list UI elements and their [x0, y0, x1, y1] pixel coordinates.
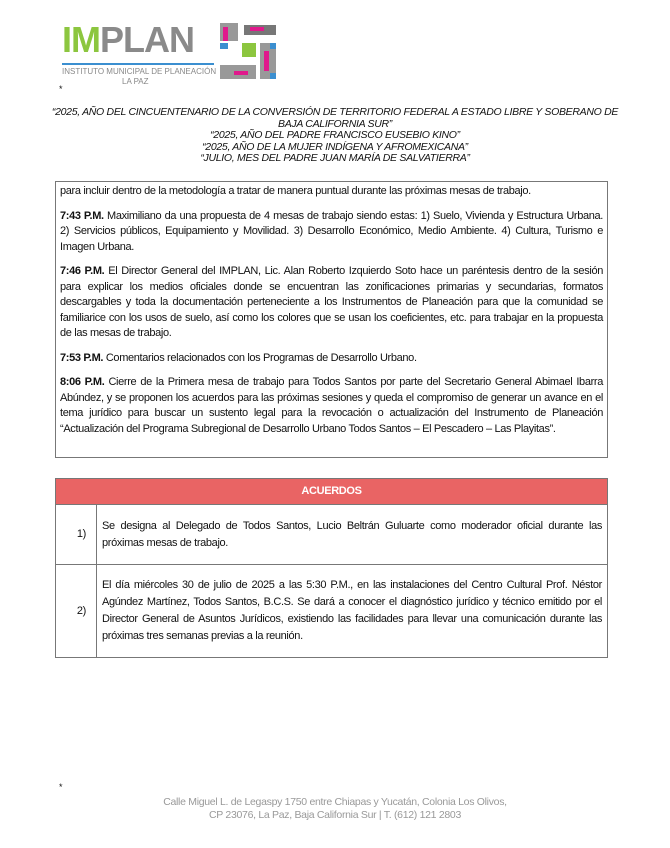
logo-mosaic-icon — [220, 23, 278, 80]
logo-im: IM — [62, 19, 100, 60]
motto: “2025, AÑO DEL CINCUENTENARIO DE LA CONVERSIÓN DE TERRITORIO FEDERAL A ESTADO LIBRE Y SOBERANO DE BAJA CALIFORNIA SUR” — [51, 106, 619, 130]
header-marker: * — [59, 84, 63, 94]
entry-text: Maximiliano da una propuesta de 4 mesas de trabajo siendo estas: 1) Suelo, Vivienda y Estructura Urbana. 2) Servicios públicos, Equipamiento y Movilidad. 3) Desarrollo Económico, Medio Ambiente. 4) Cultura, Turismo e Imagen Urbana. — [60, 209, 603, 253]
minutes-intro: para incluir dentro de la metodología a tratar de manera puntual durante las próximas mesas de trabajo. — [60, 185, 531, 197]
minutes-box — [55, 181, 608, 458]
footer-line: CP 23076, La Paz, Baja California Sur | T. (612) 121 2803 — [209, 809, 461, 821]
logo-underline — [62, 63, 214, 65]
minutes-entry — [60, 351, 603, 367]
logo-plan: PLAN — [100, 19, 194, 60]
footer-marker: * — [59, 782, 63, 792]
entry-text: El Director General del IMPLAN, Lic. Alan Roberto Izquierdo Soto hace un paréntesis dentro de la sesión para explicar los medios oficiales donde se encuentran las zonificaciones primarias y secundarias, formatos descargables y toda la documentación perteneciente a los Instrumentos de Planeación para que la comunidad se familiarice con los usos de suelo, así como los colores que se usan los coeficientes, etc. para trabajar en la propuesta de las mesas de trabajo. — [60, 265, 603, 339]
table-row — [56, 505, 608, 565]
agreement-text: Se designa al Delegado de Todos Santos, Lucio Beltrán Guluarte como moderador oficial durante las próximas mesas de trabajo. — [97, 505, 608, 565]
table-row — [56, 565, 608, 658]
entry-time: 7:43 P.M. — [60, 209, 104, 222]
official-mottos — [40, 107, 630, 165]
implan-logo — [62, 19, 282, 86]
agreement-number: 2) — [56, 565, 97, 658]
agreements-title: ACUERDOS — [56, 479, 608, 505]
agreement-text: El día miércoles 30 de julio de 2025 a las 5:30 P.M., en las instalaciones del Centro Cultural Prof. Néstor Agúndez Martínez, Todos Santos, B.C.S. Se dará a conocer el diagnóstico jurídico y técnico emitido por el Director General de Asuntos Jurídicos, existiendo las facilidades para llevar una comunicación durante las próximas tres semanas previas a la reunión. — [97, 565, 608, 658]
entry-time: 7:53 P.M. — [60, 351, 104, 364]
entry-text: Comentarios relacionados con los Programas de Desarrollo Urbano. — [103, 351, 417, 364]
motto: “2025, AÑO DE LA MUJER INDÍGENA Y AFROMEXICANA” — [202, 140, 468, 153]
motto: “JULIO, MES DEL PADRE JUAN MARÍA DE SALVATIERRA” — [200, 152, 470, 164]
minutes-entry — [60, 264, 603, 342]
footer-line: Calle Miguel L. de Legaspy 1750 entre Chiapas y Yucatán, Colonia Los Olivos, — [163, 796, 507, 808]
agreement-number: 1) — [56, 505, 97, 565]
minutes-entry — [60, 209, 603, 256]
logo-city: LA PAZ — [122, 77, 149, 86]
agreements-table — [55, 478, 608, 658]
entry-text: Cierre de la Primera mesa de trabajo para Todos Santos por parte del Secretario General Abimael Ibarra Abúndez, y se proponen los acuerdos para las próximas sesiones y queda el compromiso de generar un avance en el tema jurídico para buscar un sustento legal para la revocación o actualización del Instrumento de Planeación “Actualización del Programa Subregional de Desarrollo Urbano Todos Santos – El Pescadero – Las Playitas”. — [60, 376, 603, 435]
motto: “2025, AÑO DEL PADRE FRANCISCO EUSEBIO KINO” — [210, 129, 460, 141]
entry-time: 8:06 P.M. — [60, 376, 105, 388]
minutes-entry — [60, 375, 603, 437]
logo-subtitle: INSTITUTO MUNICIPAL DE PLANEACIÓN — [62, 67, 217, 76]
entry-time: 7:46 P.M. — [60, 265, 105, 277]
footer-address — [0, 796, 670, 822]
